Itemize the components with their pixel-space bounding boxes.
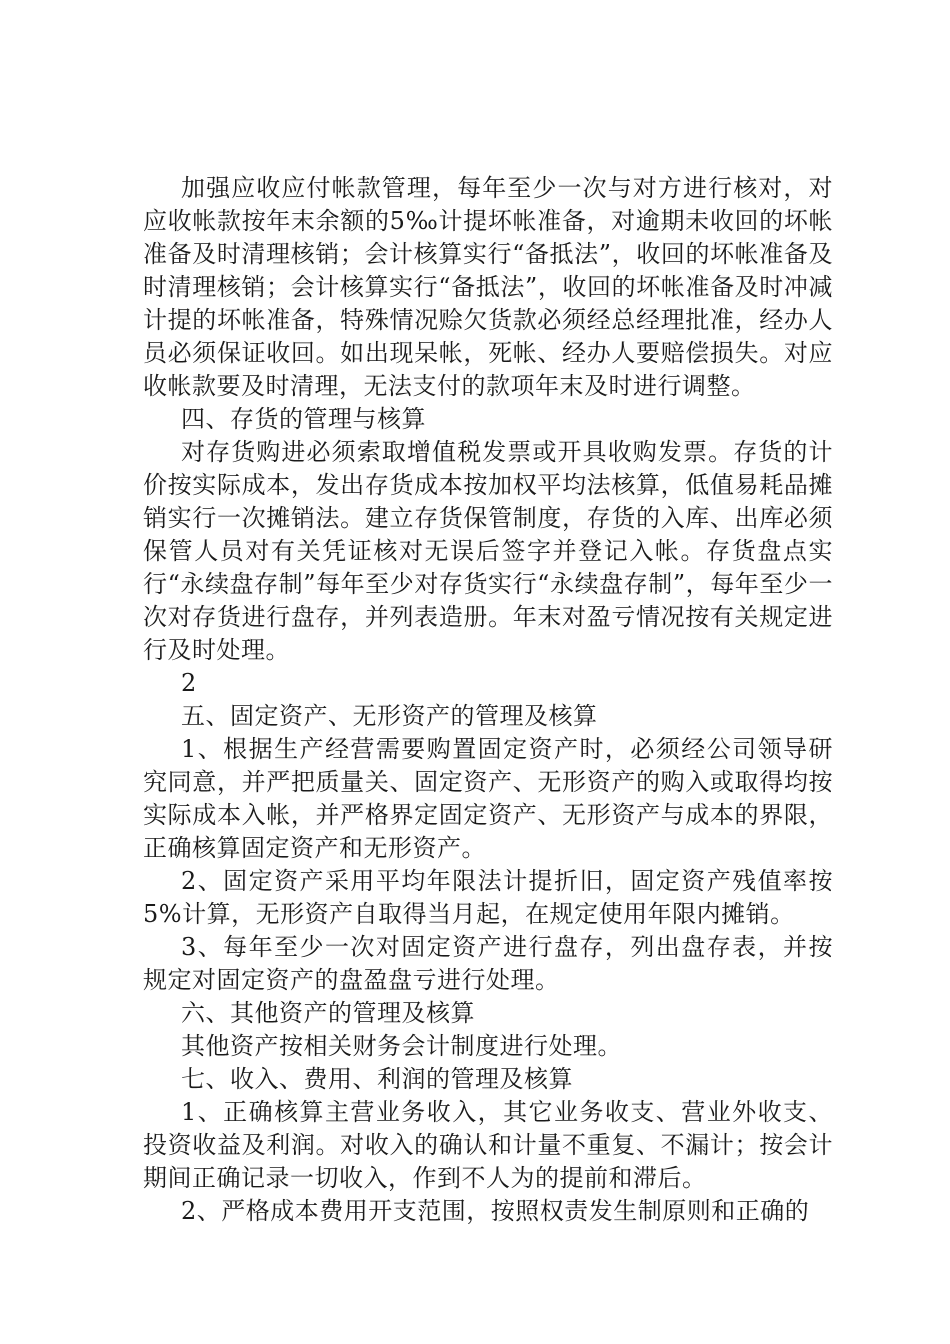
section-heading-income: 七、收入、费用、利润的管理及核算 — [181, 1065, 573, 1093]
paragraph-income-1: 1、正确核算主营业务收入，其它业务收支、营业外收支、投资收益及利润。对收入的确认和计量不重复、不漏计；按会计期间正确记录一切收入，作到不人为的提前和滞后。 — [143, 1098, 833, 1192]
paragraph-fixed-assets-2: 2、固定资产采用平均年限法计提折旧，固定资产残值率按5%计算，无形资产自取得当月起，在规定使用年限内摊销。 — [143, 867, 833, 928]
paragraph-other-assets: 其他资产按相关财务会计制度进行处理。 — [181, 1032, 622, 1060]
section-heading-other-assets: 六、其他资产的管理及核算 — [181, 999, 475, 1027]
section-heading-inventory: 四、存货的管理与核算 — [181, 405, 426, 433]
document-page — [143, 172, 833, 1228]
page-number: 2 — [181, 669, 197, 697]
paragraph-income-2: 2、严格成本费用开支范围，按照权责发生制原则和正确的 — [181, 1197, 810, 1225]
paragraph-receivables: 加强应收应付帐款管理，每年至少一次与对方进行核对，对应收帐款按年末余额的5‰计提坏帐准备，对逾期未收回的坏帐准备及时清理核销；会计核算实行“备抵法”，收回的坏帐准备及时清理核销；会计核算实行“备抵法”，收回的坏帐准备及时冲减计提的坏帐准备，特殊情况赊欠货款必须经总经理批准，经办人员必须保证收回。如出现呆帐，死帐、经办人要赔偿损失。对应收帐款要及时清理，无法支付的款项年末及时进行调整。 — [143, 174, 833, 400]
paragraph-fixed-assets-1: 1、根据生产经营需要购置固定资产时，必须经公司领导研究同意，并严把质量关、固定资产、无形资产的购入或取得均按实际成本入帐，并严格界定固定资产、无形资产与成本的界限，正确核算固定资产和无形资产。 — [143, 735, 833, 862]
paragraph-inventory: 对存货购进必须索取增值税发票或开具收购发票。存货的计价按实际成本，发出存货成本按加权平均法核算，低值易耗品摊销实行一次摊销法。建立存货保管制度，存货的入库、出库必须保管人员对有关凭证核对无误后签字并登记入帐。存货盘点实行“永续盘存制”每年至少对存货实行“永续盘存制”，每年至少一次对存货进行盘存，并列表造册。年末对盈亏情况按有关规定进行及时处理。 — [143, 438, 833, 664]
paragraph-fixed-assets-3: 3、每年至少一次对固定资产进行盘存，列出盘存表，并按规定对固定资产的盘盈盘亏进行处理。 — [143, 933, 833, 994]
section-heading-fixed-assets: 五、固定资产、无形资产的管理及核算 — [181, 702, 598, 730]
